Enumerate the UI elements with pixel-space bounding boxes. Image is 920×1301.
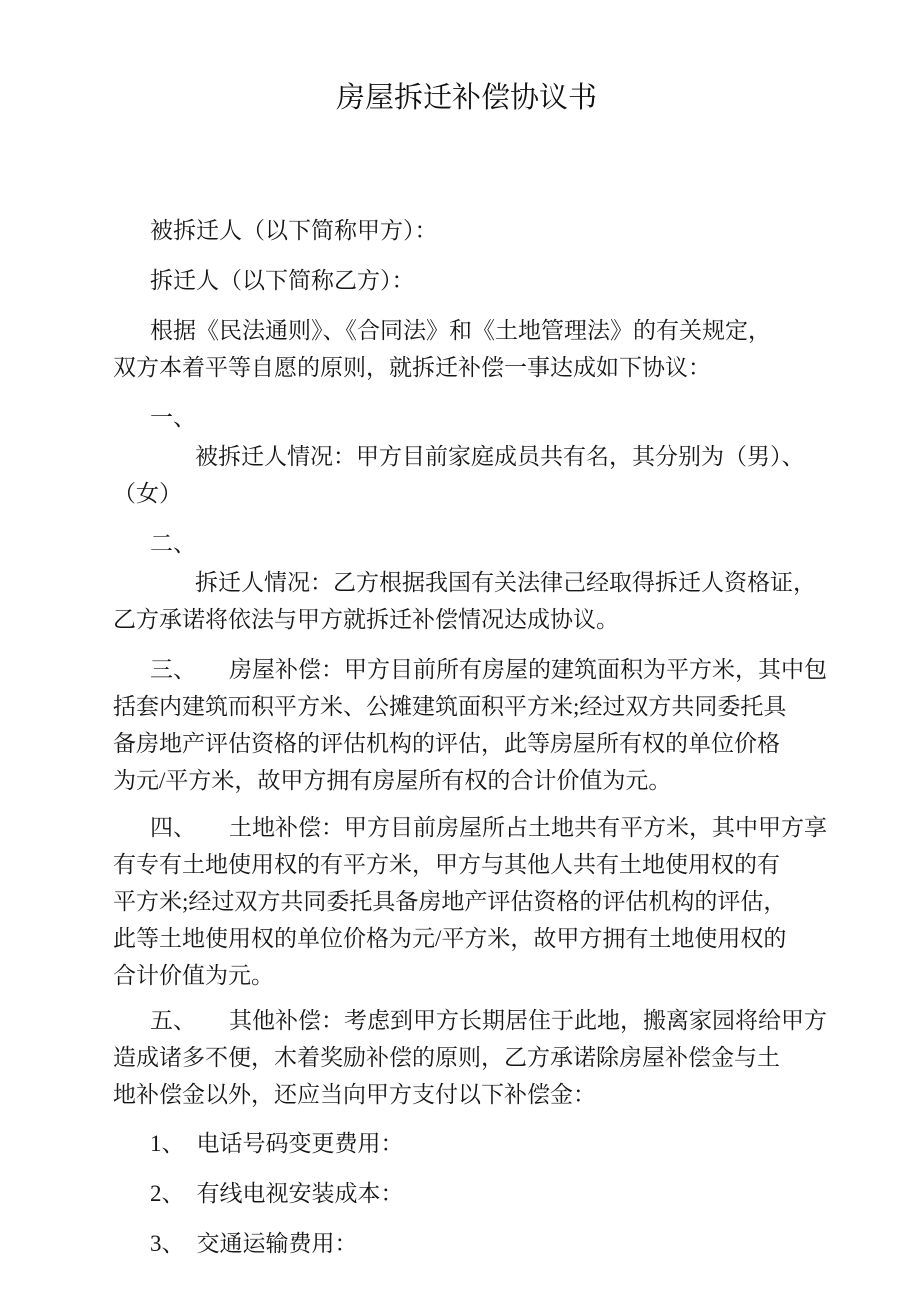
doc-line: [113, 438, 820, 475]
doc-line: [113, 725, 820, 762]
line-text: 有专有土地使用权的有平方米，甲方与其他人共有土地使用权的有: [113, 852, 780, 877]
line-text: 造成诸多不便，木着奖励补偿的原则，乙方承诺除房屋补偿金与土: [113, 1045, 780, 1070]
paragraph: [113, 262, 820, 299]
line-text: 为元/平方米，故甲方拥有房屋所有权的合计价值为元。: [113, 768, 672, 793]
paragraph: [113, 399, 820, 436]
line-text: 电话号码变更费用：: [196, 1131, 404, 1156]
paragraph: [113, 438, 820, 512]
doc-line: [113, 212, 820, 249]
doc-line: [113, 1039, 820, 1076]
line-text: 地补偿金以外，还应当向甲方支付以下补偿金：: [113, 1082, 596, 1107]
line-text: 此等土地使用权的单位价格为元/平方米，故甲方拥有土地使用权的: [113, 926, 787, 951]
doc-line: [113, 883, 820, 920]
item-marker: 四、: [150, 815, 196, 840]
line-text: 拆迁人（以下简称乙方）：: [150, 268, 415, 293]
doc-line: [113, 920, 820, 957]
doc-line: [113, 762, 820, 799]
line-text: 被拆迁人情况：甲方目前家庭成员共有名，其分别为（男）、: [195, 444, 805, 469]
line-text: 其他补偿：考虑到甲方长期居住于此地，搬离家园将给甲方: [229, 1008, 827, 1033]
paragraph: [113, 651, 827, 799]
paragraph: [113, 564, 820, 638]
doc-line: [113, 475, 820, 512]
doc-line: [113, 1175, 820, 1212]
line-text: 房屋补偿：甲方目前所有房屋的建筑面积为平方米，其中包: [229, 657, 827, 682]
doc-line: [113, 349, 820, 386]
paragraph: [113, 1175, 820, 1212]
line-text: 交通运输费用：: [196, 1231, 358, 1256]
item-marker: 1、: [150, 1131, 185, 1156]
line-text: 有线电视安装成本：: [196, 1181, 404, 1206]
line-text: 拆迁人情况：乙方根据我国有关法律己经取得拆迁人资格证，: [195, 570, 816, 595]
doc-line: [113, 525, 820, 562]
document-body: [113, 212, 827, 1262]
paragraph: [113, 809, 827, 994]
doc-line: [113, 651, 827, 688]
line-text: 一、: [150, 405, 196, 430]
document-title: 房屋拆迁补偿协议书: [335, 82, 597, 114]
doc-line: [113, 601, 820, 638]
paragraph: [113, 1002, 827, 1113]
paragraph: [113, 312, 820, 386]
line-text: 括套内建筑而积平方米、公摊建筑面积平方米;经过双方共同委托具: [113, 694, 787, 719]
doc-line: [113, 1225, 820, 1262]
doc-line: [113, 312, 820, 349]
item-marker: 五、: [150, 1008, 196, 1033]
doc-line: [113, 688, 820, 725]
doc-line: [113, 262, 820, 299]
line-text: 合计价值为元。: [113, 963, 274, 988]
doc-line: [113, 1076, 820, 1113]
line-text: 备房地产评估资格的评估机构的评估，此等房屋所有权的单位价格: [113, 731, 780, 756]
paragraph: [113, 212, 820, 249]
line-text: 二、: [150, 531, 196, 556]
paragraph: [113, 1225, 820, 1262]
doc-line: [113, 1002, 827, 1039]
doc-line: [113, 809, 827, 846]
line-text: 土地补偿：甲方目前房屋所占土地共有平方米，其中甲方享: [229, 815, 827, 840]
doc-line: [113, 957, 820, 994]
doc-line: [113, 846, 820, 883]
item-marker: 三、: [150, 657, 196, 682]
line-text: 双方本着平等自愿的原则，就拆迁补偿一事达成如下协议：: [113, 355, 711, 380]
line-text: 根据《民法通则》、《合同法》和《土地管理法》的有关规定，: [150, 318, 771, 343]
line-text: 乙方承诺将依法与甲方就拆迁补偿情况达成协议。: [113, 607, 619, 632]
line-text: 平方米;经过双方共同委托具备房地产评估资格的评估机构的评估，: [113, 889, 787, 914]
item-marker: 3、: [150, 1231, 185, 1256]
doc-line: [113, 1125, 820, 1162]
line-text: 被拆迁人（以下简称甲方）：: [150, 218, 438, 243]
paragraph: [113, 1125, 820, 1162]
doc-line: [113, 399, 820, 436]
doc-line: [113, 564, 820, 601]
paragraph: [113, 525, 820, 562]
item-marker: 2、: [150, 1181, 185, 1206]
line-text: （女）: [113, 481, 182, 506]
